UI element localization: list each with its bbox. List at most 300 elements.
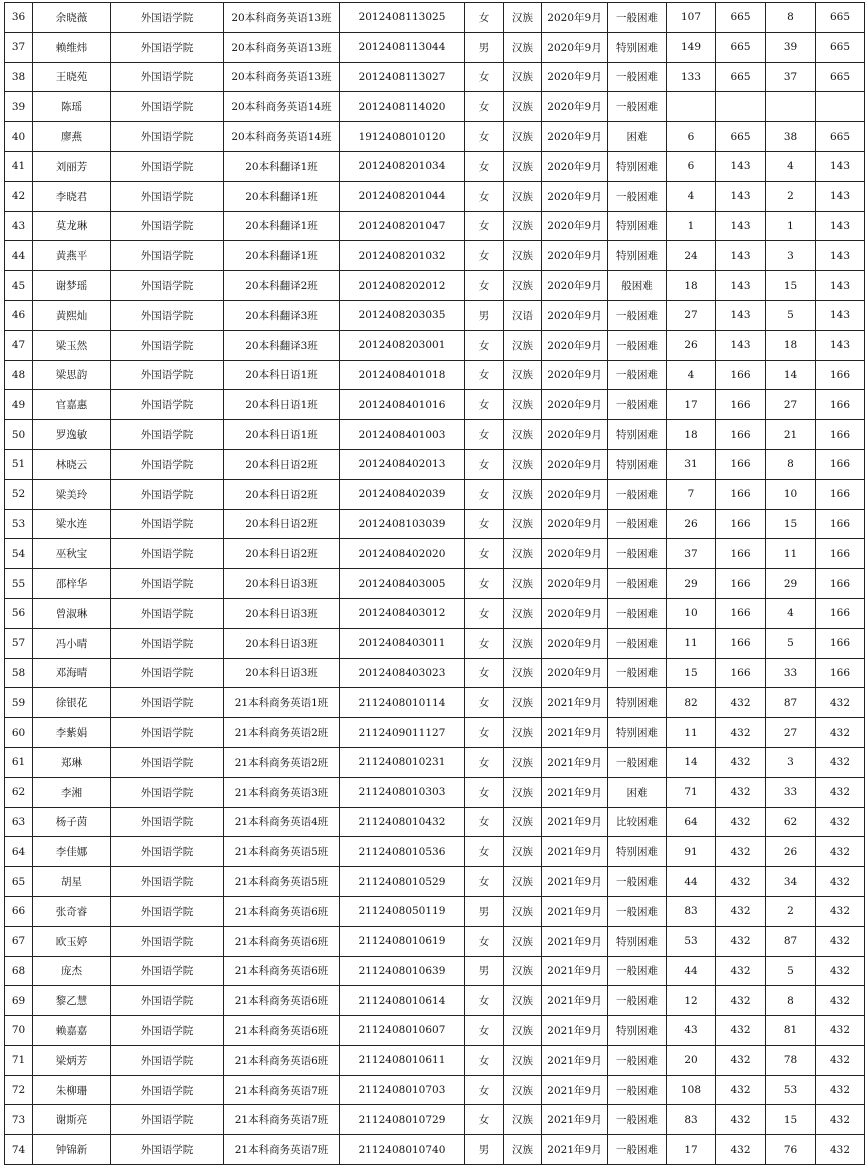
student-name-cell: 邵梓华 (33, 569, 111, 599)
major-rank-cell: 14 (766, 360, 816, 390)
row-number-cell: 57 (5, 628, 33, 658)
college-cell: 外国语学院 (111, 449, 224, 479)
class-rank-cell: 24 (667, 241, 716, 271)
major-size-cell: 432 (816, 688, 865, 718)
major-rank-cell: 8 (766, 449, 816, 479)
gender-cell: 女 (465, 867, 504, 897)
major-size-cell: 432 (816, 1135, 865, 1165)
student-name-cell: 赖嘉嘉 (33, 1016, 111, 1046)
college-cell: 外国语学院 (111, 777, 224, 807)
row-number-cell: 48 (5, 360, 33, 390)
gender-cell: 女 (465, 509, 504, 539)
row-number-cell: 68 (5, 956, 33, 986)
ethnicity-cell: 汉族 (504, 1045, 542, 1075)
major-size-cell: 166 (816, 569, 865, 599)
class-rank-cell: 43 (667, 1016, 716, 1046)
enrollment-date-cell: 2020年9月 (542, 32, 608, 62)
row-number-cell: 74 (5, 1135, 33, 1165)
ethnicity-cell: 汉族 (504, 569, 542, 599)
table-row (5, 62, 865, 92)
student-id-cell: 2012408402020 (340, 539, 465, 569)
gender-cell: 女 (465, 420, 504, 450)
class-rank-cell: 27 (667, 300, 716, 330)
table-row (5, 479, 865, 509)
table-row (5, 658, 865, 688)
class-size-cell: 143 (716, 151, 766, 181)
major-size-cell: 143 (816, 151, 865, 181)
class-size-cell: 432 (716, 1105, 766, 1135)
ethnicity-cell: 汉族 (504, 628, 542, 658)
row-number-cell: 56 (5, 598, 33, 628)
college-cell: 外国语学院 (111, 92, 224, 122)
student-name-cell: 梁玉然 (33, 330, 111, 360)
student-id-cell: 2012408113025 (340, 3, 465, 33)
enrollment-date-cell: 2020年9月 (542, 509, 608, 539)
row-number-cell: 58 (5, 658, 33, 688)
difficulty-level-cell: 一般困难 (608, 1105, 667, 1135)
enrollment-date-cell: 2021年9月 (542, 956, 608, 986)
class-size-cell: 665 (716, 122, 766, 152)
class-size-cell: 166 (716, 598, 766, 628)
student-name-cell: 谢梦瑶 (33, 271, 111, 301)
major-rank-cell: 39 (766, 32, 816, 62)
table-row (5, 92, 865, 122)
row-number-cell: 63 (5, 807, 33, 837)
enrollment-date-cell: 2020年9月 (542, 390, 608, 420)
gender-cell: 女 (465, 241, 504, 271)
student-id-cell: 2112408010619 (340, 926, 465, 956)
class-name-cell: 21本科商务英语7班 (224, 1135, 340, 1165)
enrollment-date-cell: 2020年9月 (542, 479, 608, 509)
student-id-cell: 2012408401003 (340, 420, 465, 450)
class-size-cell: 166 (716, 390, 766, 420)
class-size-cell: 166 (716, 628, 766, 658)
class-size-cell: 166 (716, 658, 766, 688)
table-row (5, 807, 865, 837)
enrollment-date-cell: 2020年9月 (542, 449, 608, 479)
class-name-cell: 20本科日语3班 (224, 569, 340, 599)
major-size-cell: 166 (816, 539, 865, 569)
enrollment-date-cell: 2020年9月 (542, 360, 608, 390)
class-rank-cell: 71 (667, 777, 716, 807)
class-name-cell: 20本科翻译1班 (224, 241, 340, 271)
major-size-cell: 166 (816, 420, 865, 450)
difficulty-level-cell: 特别困难 (608, 688, 667, 718)
class-name-cell: 21本科商务英语1班 (224, 688, 340, 718)
class-name-cell: 21本科商务英语6班 (224, 1045, 340, 1075)
college-cell: 外国语学院 (111, 837, 224, 867)
table-row (5, 1075, 865, 1105)
major-rank-cell: 78 (766, 1045, 816, 1075)
student-id-cell: 2012408202012 (340, 271, 465, 301)
difficulty-level-cell: 一般困难 (608, 3, 667, 33)
major-size-cell (816, 92, 865, 122)
student-id-cell: 2012408103039 (340, 509, 465, 539)
gender-cell: 女 (465, 390, 504, 420)
table-row (5, 539, 865, 569)
table-row (5, 569, 865, 599)
class-size-cell: 665 (716, 32, 766, 62)
student-name-cell: 梁炳芳 (33, 1045, 111, 1075)
row-number-cell: 38 (5, 62, 33, 92)
student-name-cell: 冯小晴 (33, 628, 111, 658)
difficulty-level-cell: 一般困难 (608, 598, 667, 628)
college-cell: 外国语学院 (111, 32, 224, 62)
class-size-cell: 143 (716, 211, 766, 241)
student-id-cell: 2012408113027 (340, 62, 465, 92)
class-rank-cell: 15 (667, 658, 716, 688)
major-rank-cell: 15 (766, 1105, 816, 1135)
table-body (5, 3, 865, 1165)
gender-cell: 女 (465, 688, 504, 718)
difficulty-level-cell: 一般困难 (608, 390, 667, 420)
class-rank-cell: 108 (667, 1075, 716, 1105)
class-name-cell: 20本科商务英语13班 (224, 32, 340, 62)
college-cell: 外国语学院 (111, 122, 224, 152)
ethnicity-cell: 汉族 (504, 956, 542, 986)
row-number-cell: 47 (5, 330, 33, 360)
class-rank-cell: 11 (667, 628, 716, 658)
difficulty-level-cell: 一般困难 (608, 509, 667, 539)
table-row (5, 837, 865, 867)
row-number-cell: 55 (5, 569, 33, 599)
ethnicity-cell: 汉族 (504, 449, 542, 479)
row-number-cell: 69 (5, 986, 33, 1016)
major-size-cell: 143 (816, 300, 865, 330)
class-name-cell: 21本科商务英语5班 (224, 867, 340, 897)
major-rank-cell: 29 (766, 569, 816, 599)
student-name-cell: 梁思韵 (33, 360, 111, 390)
table-row (5, 598, 865, 628)
class-size-cell: 143 (716, 300, 766, 330)
enrollment-date-cell: 2020年9月 (542, 181, 608, 211)
major-size-cell: 432 (816, 837, 865, 867)
college-cell: 外国语学院 (111, 539, 224, 569)
major-rank-cell: 4 (766, 151, 816, 181)
ethnicity-cell: 汉族 (504, 241, 542, 271)
major-size-cell: 166 (816, 598, 865, 628)
major-rank-cell: 18 (766, 330, 816, 360)
student-name-cell: 朱柳珊 (33, 1075, 111, 1105)
college-cell: 外国语学院 (111, 718, 224, 748)
class-size-cell: 143 (716, 271, 766, 301)
class-size-cell: 432 (716, 807, 766, 837)
gender-cell: 女 (465, 807, 504, 837)
major-rank-cell: 2 (766, 896, 816, 926)
student-id-cell: 2112409011127 (340, 718, 465, 748)
class-rank-cell: 149 (667, 32, 716, 62)
row-number-cell: 41 (5, 151, 33, 181)
class-rank-cell: 37 (667, 539, 716, 569)
major-size-cell: 432 (816, 747, 865, 777)
college-cell: 外国语学院 (111, 688, 224, 718)
student-name-cell: 梁美玲 (33, 479, 111, 509)
class-size-cell: 166 (716, 569, 766, 599)
student-id-cell: 2112408010529 (340, 867, 465, 897)
student-id-cell: 2012408403012 (340, 598, 465, 628)
table-row (5, 122, 865, 152)
class-size-cell: 143 (716, 241, 766, 271)
ethnicity-cell: 汉族 (504, 420, 542, 450)
enrollment-date-cell: 2020年9月 (542, 62, 608, 92)
class-name-cell: 21本科商务英语6班 (224, 956, 340, 986)
row-number-cell: 39 (5, 92, 33, 122)
class-name-cell: 20本科日语2班 (224, 479, 340, 509)
major-rank-cell: 8 (766, 3, 816, 33)
class-size-cell: 166 (716, 360, 766, 390)
difficulty-level-cell: 特别困难 (608, 151, 667, 181)
major-rank-cell: 2 (766, 181, 816, 211)
enrollment-date-cell: 2020年9月 (542, 539, 608, 569)
class-rank-cell: 4 (667, 360, 716, 390)
table-row (5, 420, 865, 450)
class-size-cell: 432 (716, 777, 766, 807)
class-rank-cell: 29 (667, 569, 716, 599)
major-rank-cell: 3 (766, 241, 816, 271)
ethnicity-cell: 汉族 (504, 479, 542, 509)
difficulty-level-cell: 一般困难 (608, 867, 667, 897)
enrollment-date-cell: 2020年9月 (542, 628, 608, 658)
class-rank-cell: 26 (667, 330, 716, 360)
table-row (5, 211, 865, 241)
gender-cell: 女 (465, 449, 504, 479)
student-name-cell: 黄燕平 (33, 241, 111, 271)
major-size-cell: 143 (816, 181, 865, 211)
college-cell: 外国语学院 (111, 271, 224, 301)
difficulty-level-cell: 特别困难 (608, 211, 667, 241)
class-rank-cell: 17 (667, 1135, 716, 1165)
table-row (5, 777, 865, 807)
student-id-cell: 2012408403023 (340, 658, 465, 688)
class-name-cell: 21本科商务英语7班 (224, 1075, 340, 1105)
major-size-cell: 432 (816, 926, 865, 956)
student-id-cell: 2012408403005 (340, 569, 465, 599)
row-number-cell: 46 (5, 300, 33, 330)
gender-cell: 女 (465, 271, 504, 301)
student-id-cell: 2112408010639 (340, 956, 465, 986)
ethnicity-cell: 汉族 (504, 718, 542, 748)
table-row (5, 926, 865, 956)
ethnicity-cell: 汉族 (504, 1135, 542, 1165)
difficulty-level-cell: 比较困难 (608, 807, 667, 837)
class-size-cell: 166 (716, 539, 766, 569)
enrollment-date-cell: 2021年9月 (542, 807, 608, 837)
difficulty-level-cell: 特别困难 (608, 718, 667, 748)
major-rank-cell: 76 (766, 1135, 816, 1165)
row-number-cell: 60 (5, 718, 33, 748)
student-id-cell: 2112408010114 (340, 688, 465, 718)
student-id-cell: 2112408010303 (340, 777, 465, 807)
student-name-cell: 黎乙慧 (33, 986, 111, 1016)
major-size-cell: 166 (816, 509, 865, 539)
class-size-cell: 432 (716, 1135, 766, 1165)
student-id-cell: 2012408201047 (340, 211, 465, 241)
student-name-cell: 郑琳 (33, 747, 111, 777)
gender-cell: 女 (465, 1105, 504, 1135)
student-name-cell: 邓海晴 (33, 658, 111, 688)
gender-cell: 女 (465, 539, 504, 569)
row-number-cell: 66 (5, 896, 33, 926)
class-name-cell: 20本科日语2班 (224, 539, 340, 569)
student-name-cell: 罗逸敏 (33, 420, 111, 450)
row-number-cell: 70 (5, 1016, 33, 1046)
enrollment-date-cell: 2021年9月 (542, 718, 608, 748)
major-rank-cell: 27 (766, 390, 816, 420)
row-number-cell: 65 (5, 867, 33, 897)
student-name-cell: 杨子茵 (33, 807, 111, 837)
gender-cell: 女 (465, 181, 504, 211)
class-rank-cell: 12 (667, 986, 716, 1016)
major-rank-cell: 15 (766, 509, 816, 539)
class-size-cell: 432 (716, 1075, 766, 1105)
major-size-cell: 432 (816, 896, 865, 926)
class-size-cell: 166 (716, 420, 766, 450)
class-name-cell: 20本科翻译1班 (224, 181, 340, 211)
class-size-cell: 166 (716, 479, 766, 509)
ethnicity-cell: 汉族 (504, 807, 542, 837)
class-rank-cell: 83 (667, 1105, 716, 1135)
enrollment-date-cell: 2020年9月 (542, 3, 608, 33)
class-name-cell: 20本科日语3班 (224, 598, 340, 628)
row-number-cell: 59 (5, 688, 33, 718)
row-number-cell: 44 (5, 241, 33, 271)
major-rank-cell: 4 (766, 598, 816, 628)
student-name-cell: 莫龙琳 (33, 211, 111, 241)
ethnicity-cell: 汉族 (504, 62, 542, 92)
table-row (5, 986, 865, 1016)
class-name-cell: 20本科翻译3班 (224, 330, 340, 360)
student-id-cell: 2012408113044 (340, 32, 465, 62)
row-number-cell: 61 (5, 747, 33, 777)
class-size-cell: 432 (716, 867, 766, 897)
class-size-cell: 143 (716, 181, 766, 211)
difficulty-level-cell: 一般困难 (608, 300, 667, 330)
major-size-cell: 432 (816, 956, 865, 986)
class-size-cell: 432 (716, 837, 766, 867)
class-size-cell: 432 (716, 688, 766, 718)
gender-cell: 女 (465, 1016, 504, 1046)
student-id-cell: 2112408050119 (340, 896, 465, 926)
difficulty-level-cell: 特别困难 (608, 837, 667, 867)
gender-cell: 女 (465, 62, 504, 92)
student-name-cell: 欧玉婷 (33, 926, 111, 956)
table-row (5, 509, 865, 539)
gender-cell: 男 (465, 300, 504, 330)
class-rank-cell: 11 (667, 718, 716, 748)
major-rank-cell: 8 (766, 986, 816, 1016)
gender-cell: 女 (465, 122, 504, 152)
enrollment-date-cell: 2021年9月 (542, 1135, 608, 1165)
student-id-cell: 2112408010536 (340, 837, 465, 867)
enrollment-date-cell: 2020年9月 (542, 598, 608, 628)
class-name-cell: 21本科商务英语2班 (224, 718, 340, 748)
gender-cell: 女 (465, 151, 504, 181)
class-size-cell: 143 (716, 330, 766, 360)
row-number-cell: 42 (5, 181, 33, 211)
ethnicity-cell: 汉族 (504, 1016, 542, 1046)
gender-cell: 女 (465, 837, 504, 867)
class-size-cell (716, 92, 766, 122)
class-rank-cell: 10 (667, 598, 716, 628)
student-id-cell: 2112408010607 (340, 1016, 465, 1046)
major-size-cell: 143 (816, 330, 865, 360)
class-rank-cell: 4 (667, 181, 716, 211)
student-name-cell: 李佳娜 (33, 837, 111, 867)
class-name-cell: 20本科商务英语13班 (224, 3, 340, 33)
major-rank-cell: 10 (766, 479, 816, 509)
ethnicity-cell: 汉族 (504, 688, 542, 718)
student-id-cell: 2012408401016 (340, 390, 465, 420)
college-cell: 外国语学院 (111, 151, 224, 181)
student-name-cell: 胡星 (33, 867, 111, 897)
ethnicity-cell: 汉族 (504, 598, 542, 628)
class-rank-cell: 107 (667, 3, 716, 33)
major-rank-cell: 5 (766, 300, 816, 330)
student-name-cell: 余晓薇 (33, 3, 111, 33)
table-row (5, 1016, 865, 1046)
major-rank-cell: 3 (766, 747, 816, 777)
class-rank-cell: 1 (667, 211, 716, 241)
row-number-cell: 43 (5, 211, 33, 241)
class-rank-cell: 14 (667, 747, 716, 777)
enrollment-date-cell: 2020年9月 (542, 420, 608, 450)
table-row (5, 1135, 865, 1165)
ethnicity-cell: 汉族 (504, 867, 542, 897)
class-size-cell: 432 (716, 926, 766, 956)
college-cell: 外国语学院 (111, 747, 224, 777)
ethnicity-cell: 汉族 (504, 390, 542, 420)
class-rank-cell: 26 (667, 509, 716, 539)
difficulty-level-cell: 特别困难 (608, 241, 667, 271)
difficulty-level-cell: 一般困难 (608, 92, 667, 122)
student-name-cell: 徐银花 (33, 688, 111, 718)
difficulty-level-cell: 一般困难 (608, 1075, 667, 1105)
ethnicity-cell: 汉族 (504, 509, 542, 539)
gender-cell: 女 (465, 777, 504, 807)
class-name-cell: 21本科商务英语6班 (224, 1016, 340, 1046)
student-name-cell: 庞杰 (33, 956, 111, 986)
row-number-cell: 36 (5, 3, 33, 33)
enrollment-date-cell: 2020年9月 (542, 92, 608, 122)
major-size-cell: 166 (816, 449, 865, 479)
ethnicity-cell: 汉族 (504, 926, 542, 956)
ethnicity-cell: 汉族 (504, 3, 542, 33)
row-number-cell: 62 (5, 777, 33, 807)
table-row (5, 32, 865, 62)
class-name-cell: 20本科翻译1班 (224, 211, 340, 241)
ethnicity-cell: 汉族 (504, 92, 542, 122)
class-rank-cell: 6 (667, 151, 716, 181)
class-name-cell: 20本科商务英语14班 (224, 92, 340, 122)
difficulty-level-cell: 一般困难 (608, 747, 667, 777)
major-size-cell: 665 (816, 62, 865, 92)
table-row (5, 241, 865, 271)
table-row (5, 449, 865, 479)
row-number-cell: 53 (5, 509, 33, 539)
class-rank-cell: 91 (667, 837, 716, 867)
student-name-cell: 李晓君 (33, 181, 111, 211)
student-id-cell: 2112408010611 (340, 1045, 465, 1075)
table-row (5, 300, 865, 330)
student-id-cell: 2012408114020 (340, 92, 465, 122)
difficulty-level-cell: 特别困难 (608, 32, 667, 62)
college-cell: 外国语学院 (111, 181, 224, 211)
class-size-cell: 166 (716, 449, 766, 479)
major-size-cell: 143 (816, 241, 865, 271)
difficulty-level-cell: 般困难 (608, 271, 667, 301)
college-cell: 外国语学院 (111, 569, 224, 599)
major-rank-cell: 38 (766, 122, 816, 152)
